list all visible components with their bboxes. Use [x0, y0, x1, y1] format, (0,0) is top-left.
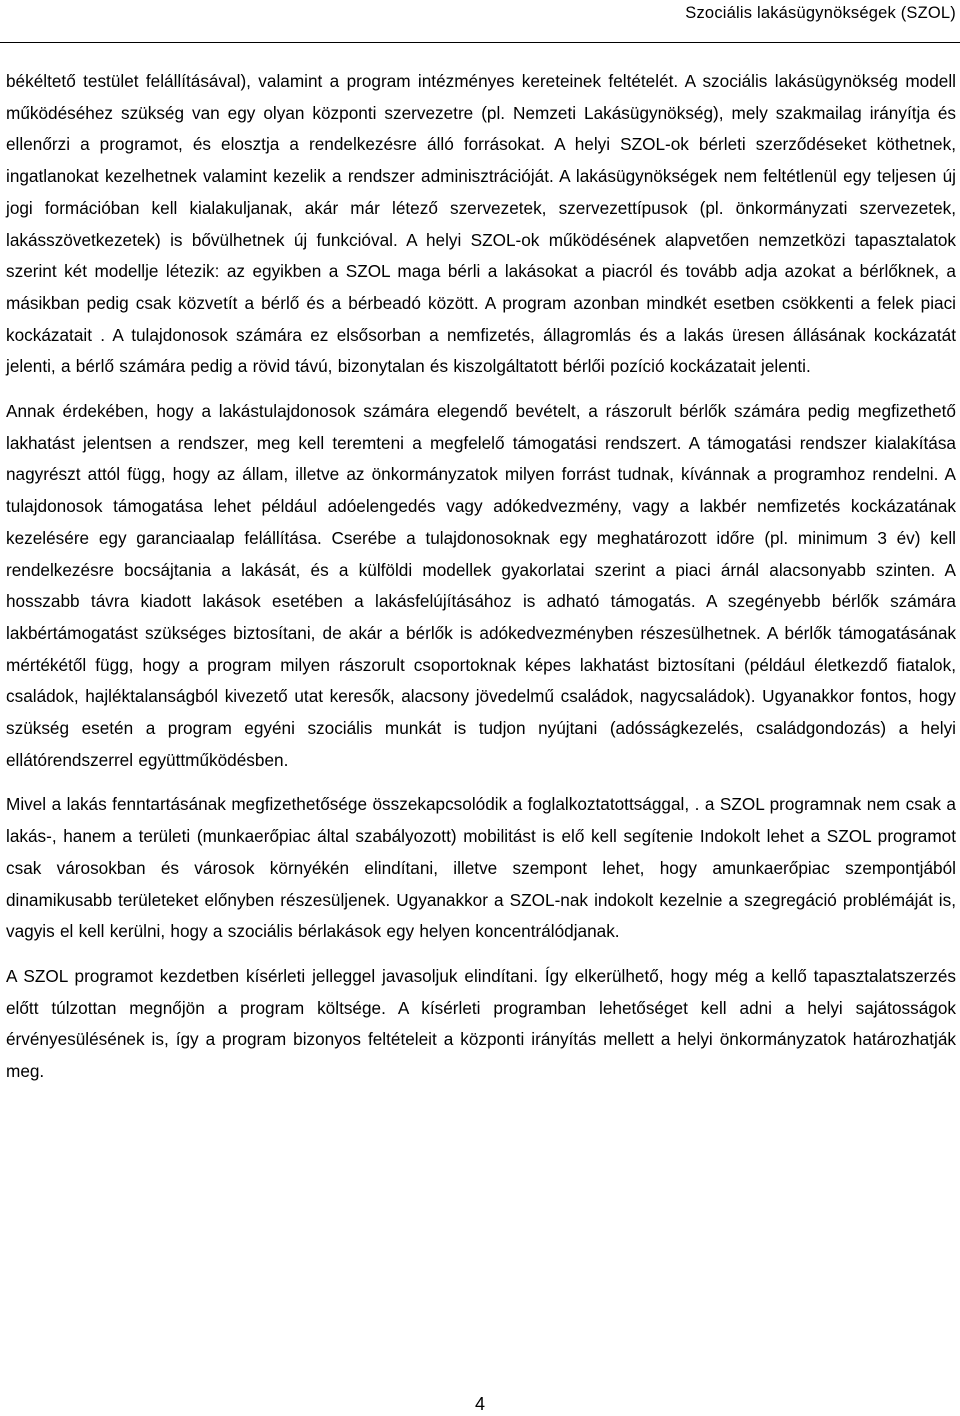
paragraph-2: Annak érdekében, hogy a lakástulajdonosok számára elegendő bevételt, a rászorult bérlők számára pedig megfizethető lakhatást jelentsen a rendszer, meg kell teremteni a megfelelő támogatási rendszert. A támogatási rendszer kialakítása nagyrészt attól függ, hogy az állam, illetve az önkormányzatok milyen forrást tudnak, kívánnak a programhoz rendelni. A tulajdonosok támogatása lehet például adóelengedés vagy adókedvezmény, vagy a lakbér nemfizetés kockázatának kezelésére egy garanciaalap felállítása. Cserébe a tulajdonosoknak egy meghatározott időre (pl. minimum 3 év) kell rendelkezésre bocsájtania a lakását, és a külföldi modellek gyakorlatai szerint a piaci árnál alacsonyabb szinten. A hosszabb távra kiadott lakások esetében a lakásfelújításához is adható támogatás. A szegényebb bérlők számára lakbértámogatást szükséges biztosítani, de akár a bérlők is adókedvezményben részesülhetnek. A bérlők támogatásának mértékétől függ, hogy a program milyen rászorult csoportoknak képes lakhatást biztosítani (például életkezdő fiatalok, családok, hajléktalanságból kivezető utat keresők, alacsony jövedelmű családok, nagycsaládok). Ugyanakkor fontos, hogy szükség esetén a program egyéni szociális munkát is tudjon nyújtani (adósságkezelés, családgondozás) a helyi ellátórendszerrel együttműködésben. — [6, 401, 956, 770]
paragraph-3: Mivel a lakás fenntartásának megfizethetősége összekapcsolódik a foglalkoztatottsággal, . a SZOL programnak nem csak a lakás-, hanem a területi (munkaerőpiac által szabályozott) mobilitást is elő kell segítenie Indokolt lehet a SZOL programot csak városokban és városok környékén elindítani, illetve szempont lehet, hogy amunkaerőpiac szempontjából dinamikusabb területeket előnyben részesüljenek. Ugyanakkor a SZOL-nak indokolt kezelnie a szegregáció problémáját is, vagyis el kell kerülni, hogy a szociális bérlakások egy helyen koncentrálódjanak. — [6, 794, 956, 942]
running-header: Szociális lakásügynökségek (SZOL) — [685, 4, 956, 22]
document-body — [6, 66, 956, 1088]
paragraph-1: békéltető testület felállításával), valamint a program intézményes kereteinek feltételét. A szociális lakásügynökség modell működéséhez szükség van egy olyan központi szervezetre (pl. Nemzeti Lakásügynökség), mely szakmailag irányítja és ellenőrzi a programot, és elosztja a rendelkezésre álló forrásokat. A helyi SZOL-ok bérleti szerződéseket köthetnek, ingatlanokat kezelhetnek valamint kezelik a rendszer adminisztrációját. A lakásügynökségek nem feltétlenül egy teljesen új jogi formációban kell kialakuljanak, akár már létező szervezetek, szervezettípusok (pl. önkormányzati szervezetek, lakásszövetkezetek) is bővülhetnek új funkcióval. A helyi SZOL-ok működésének alapvetően nemzetközi tapasztalatok szerint két modellje létezik: az egyikben a SZOL maga bérli a lakásokat a piacról és tovább adja azokat a bérlőknek, a másikban pedig csak közvetít a bérlő és a bérbeadó között. A program azonban mindkét esetben csökkenti a felek piaci kockázatait . A tulajdonosok számára ez elsősorban a nemfizetés, állagromlás és a lakás üresen állásának kockázatát jelenti, a bérlő számára pedig a rövid távú, bizonytalan és kiszolgáltatott bérlői pozíció kockázatait jelenti. — [6, 71, 956, 377]
header-divider — [0, 42, 960, 43]
paragraph-4: A SZOL programot kezdetben kísérleti jelleggel javasoljuk elindítani. Így elkerülhető, hogy még a kellő tapasztalatszerzés előtt túlzottan megnőjön a program költsége. A kísérleti programban lehetőséget kell adni a helyi sajátosságok érvényesülésének is, így a program bizonyos feltételeit a központi irányítás mellett a helyi önkormányzatok határozhatják meg. — [6, 965, 956, 1082]
page-number: 4 — [474, 1394, 485, 1414]
